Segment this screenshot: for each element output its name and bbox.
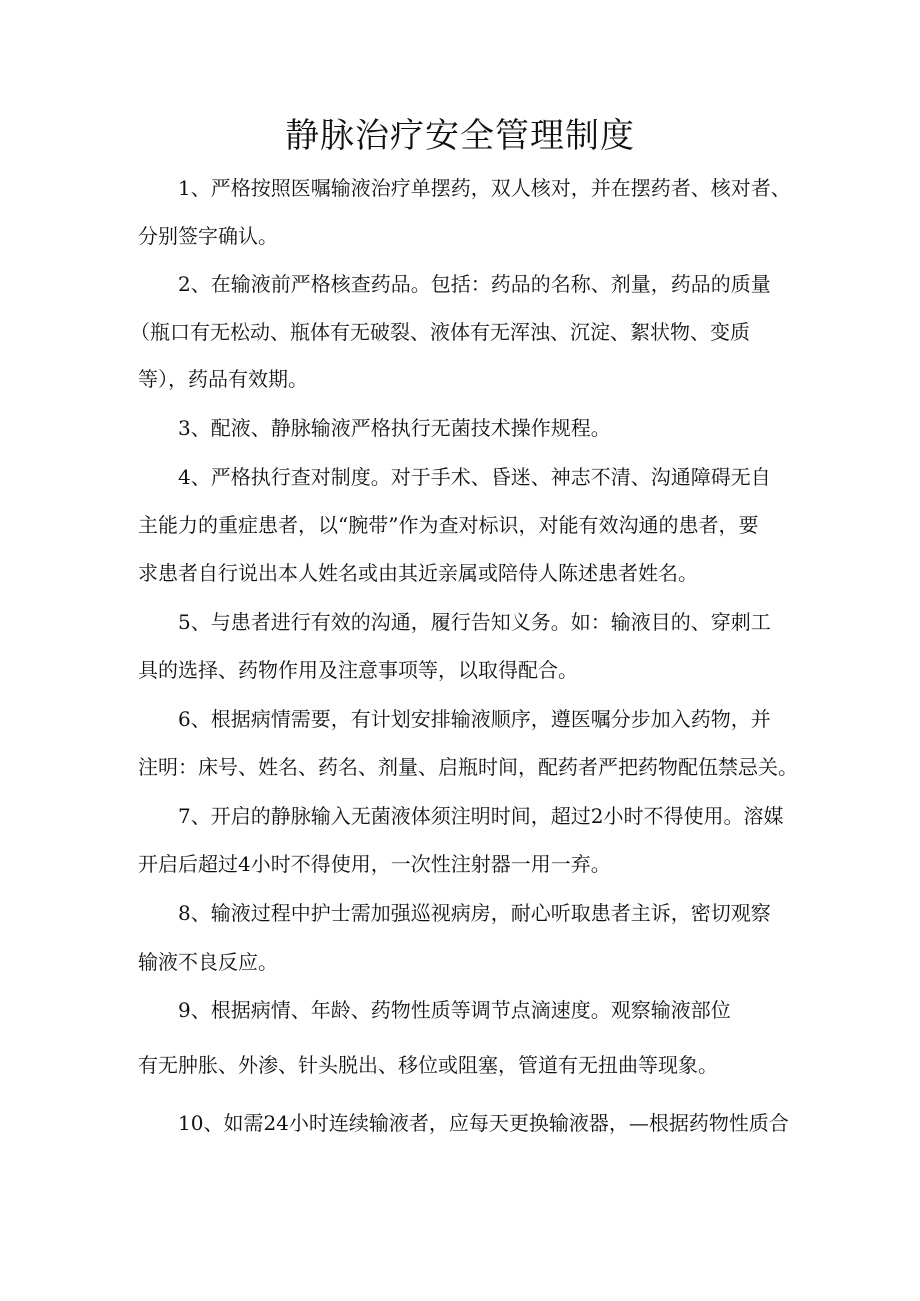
rule-2-line-1: 2、在输液前严格核查药品。包括：药品的名称、剂量，药品的质量 <box>178 272 771 296</box>
rule-3-line-1: 3、配液、静脉输液严格执行无菌技术操作规程。 <box>178 416 611 440</box>
rule-7-line-2: 开启后超过4小时不得使用，一次性注射器一用一弃。 <box>138 852 611 876</box>
rule-9-line-2: 有无肿胀、外渗、针头脱出、移位或阻塞，管道有无扭曲等现象。 <box>138 1053 718 1077</box>
rule-8-line-2: 输液不良反应。 <box>138 950 278 974</box>
rule-10-line-1: 10、如需24小时连续输液者，应每天更换输液器，—根据药物性质合 <box>178 1111 789 1135</box>
rule-5-line-2: 具的选择、药物作用及注意事项等，以取得配合。 <box>138 658 578 682</box>
rule-1-line-1: 1、严格按照医嘱输液治疗单摆药，双人核对，并在摆药者、核对者、 <box>178 176 791 200</box>
rule-4-line-1: 4、严格执行查对制度。对于手术、昏迷、神志不清、沟通障碍无自 <box>178 465 771 489</box>
rule-2-line-2: （瓶口有无松动、瓶体有无破裂、液体有无浑浊、沉淀、絮状物、变质 <box>130 320 750 344</box>
document-title: 静脉治疗安全管理制度 <box>285 116 635 156</box>
rule-4-line-3: 求患者自行说出本人姓名或由其近亲属或陪侍人陈述患者姓名。 <box>138 561 698 585</box>
rule-5-line-1: 5、与患者进行有效的沟通，履行告知义务。如：输液目的、穿刺工 <box>178 610 771 634</box>
rule-4-line-2: 主能力的重症患者，以“腕带”作为查对标识，对能有效沟通的患者，要 <box>138 513 759 537</box>
rule-2-line-3: 等），药品有效期。 <box>138 367 308 391</box>
rule-1-line-2: 分别签字确认。 <box>138 224 278 248</box>
rule-9-line-1: 9、根据病情、年龄、药物性质等调节点滴速度。观察输液部位 <box>178 998 731 1022</box>
rule-8-line-1: 8、输液过程中护士需加强巡视病房，耐心听取患者主诉，密切观察 <box>178 901 771 925</box>
rule-7-line-1: 7、开启的静脉输入无菌液体须注明时间，超过2小时不得使用。溶媒 <box>178 804 784 828</box>
rule-6-line-1: 6、根据病情需要，有计划安排输液顺序，遵医嘱分步加入药物，并 <box>178 707 771 731</box>
rule-6-line-2: 注明：床号、姓名、药名、剂量、启瓶时间，配药者严把药物配伍禁忌关。 <box>138 755 798 779</box>
